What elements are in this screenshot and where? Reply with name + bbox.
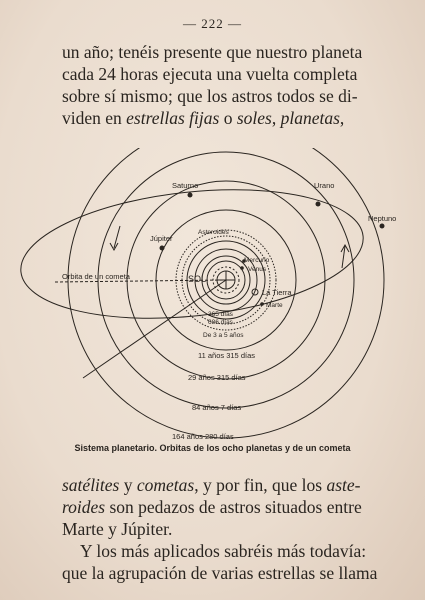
term-asteroides: aste- (326, 475, 361, 495)
label-asteroides: Asteroides (198, 229, 229, 236)
text-line (62, 496, 408, 518)
bottom-paragraph (62, 474, 408, 584)
label-comet-orbit: Orbita de un cometa (62, 272, 130, 281)
label-neptuno: Neptuno (368, 214, 397, 223)
term-estrellas-fijas: estrellas fijas (126, 108, 220, 128)
period-tierra: 365 días (208, 311, 233, 318)
text-run: o (219, 108, 237, 128)
text-run: , y por fin, que los (194, 475, 327, 495)
text-run: , (339, 108, 345, 128)
label-tierra: La Tierra (262, 288, 292, 297)
pointer-line (83, 280, 226, 378)
text-run: son pedazos de astros situados entre (105, 497, 362, 517)
term-planetas: planetas (280, 108, 340, 128)
text-line: cada 24 horas ejecuta una vuelta completa (62, 64, 358, 84)
term-soles: soles (236, 108, 272, 128)
top-paragraph (62, 41, 408, 129)
period-marte: 686 días (208, 319, 233, 326)
comet-orbit (14, 174, 369, 333)
text-line (62, 474, 408, 496)
label-sol: SOL (188, 274, 207, 284)
text-run: viden en (62, 108, 127, 128)
period-asteroides: De 3 a 5 años (203, 332, 244, 339)
period-neptuno: 164 años 280 días (172, 432, 234, 441)
planet-neptuno-dot (380, 224, 385, 229)
figure-caption: Sistema planetario. Orbitas de los ocho planetas y de un cometa (74, 443, 351, 453)
text-line: que la agrupación de varias estrellas se llama (62, 563, 378, 583)
planet-jupiter-dot (160, 246, 165, 251)
term-cometas: cometas (136, 475, 195, 495)
label-urano: Urano (314, 181, 335, 190)
planet-mercurio-dot (240, 266, 244, 270)
text-run: , (271, 108, 281, 128)
term-satelites: satélites (62, 475, 120, 495)
text-line: un año; tenéis presente que nuestro planeta (62, 42, 363, 62)
period-urano: 84 años 7 días (192, 403, 242, 412)
page-number: — 222 — (183, 16, 242, 31)
solar-system-diagram (0, 148, 425, 443)
text-line: Marte y Júpiter. (62, 519, 173, 539)
label-jupiter: Júpiter (150, 234, 173, 243)
label-mercurio: Mercurio (244, 257, 270, 264)
label-venus: Venus (248, 266, 267, 273)
text-line: sobre sí mismo; que los astros todos se di- (62, 86, 358, 106)
planet-urano-dot (316, 202, 321, 207)
label-marte: Marte (266, 302, 283, 309)
period-jupiter: 11 años 315 días (198, 351, 255, 360)
text-line (62, 107, 408, 129)
text-line: Y los más aplicados sabréis más todavía: (80, 541, 367, 561)
term-roides: roides (62, 497, 106, 517)
planet-marte-dot (260, 302, 264, 306)
planet-saturno-dot (188, 193, 193, 198)
period-saturno: 29 años 315 días (188, 373, 246, 382)
text-run: y (119, 475, 137, 495)
label-saturno: Saturno (172, 181, 199, 190)
